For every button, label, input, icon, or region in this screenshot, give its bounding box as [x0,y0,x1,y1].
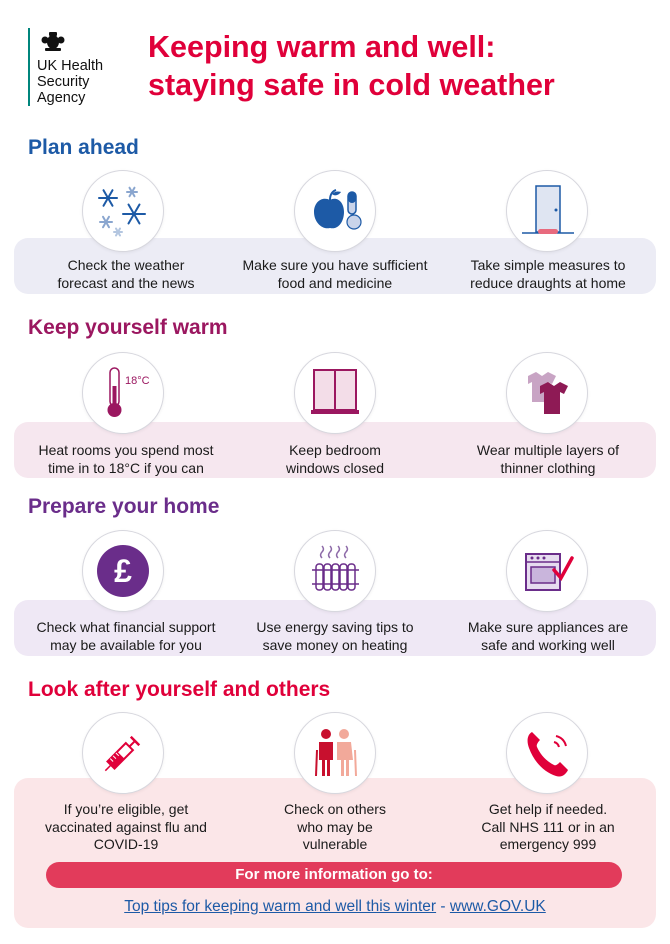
caption-layers [448,442,648,477]
caption-line: Take simple measures to [470,257,626,273]
caption-energy-saving [234,619,436,654]
org-line-2: Security [37,74,90,90]
caption-line: Call NHS 111 or in an [481,818,615,835]
top-tips-link[interactable]: Top tips for keeping warm and well this winter [124,898,437,915]
layered-clothing-icon [506,352,588,434]
thermometer-label: 18°C [125,375,150,387]
link-separator: - [436,898,450,915]
caption-line: vulnerable [302,836,368,852]
caption-line: Heat rooms you spend most [38,442,214,458]
section-title-plan-ahead: Plan ahead [28,136,139,159]
caption-line: COVID-19 [93,836,159,852]
caption-food-medicine [234,257,436,292]
org-line-1: UK Health [37,58,104,74]
caption-line: food and medicine [277,274,393,291]
footer-links [14,898,656,916]
caption-get-help [448,801,648,854]
oven-checked-icon [506,530,588,612]
caption-line: windows closed [285,459,385,476]
caption-line: Make sure appliances are [467,619,629,635]
caption-line: Keep bedroom [289,442,381,458]
teal-rule [28,28,30,106]
caption-line: Make sure you have sufficient [242,257,428,273]
phone-handset-icon [506,712,588,794]
caption-line: Check the weather [67,257,185,273]
caption-line: may be available for you [50,636,202,653]
caption-line: Use energy saving tips to [256,619,414,635]
org-line-3: Agency [37,90,86,106]
svg-text:£: £ [114,553,132,589]
organisation-name [37,58,137,106]
caption-line: forecast and the news [57,274,195,291]
caption-line: Check what financial support [36,619,216,635]
caption-check-weather [26,257,226,292]
section-title-look-after: Look after yourself and others [28,678,331,701]
caption-line: Wear multiple layers of [476,442,620,458]
caption-check-others [234,801,436,854]
caption-line: If you’re eligible, get [63,801,189,817]
caption-reduce-draughts [448,257,648,292]
caption-line: safe and working well [481,636,615,653]
title-line-2: staying safe in cold weather [148,68,555,102]
caption-line: emergency 999 [499,836,597,852]
gov-uk-link[interactable]: www.GOV.UK [449,898,546,915]
pound-coin-icon [82,530,164,612]
door-draught-excluder-icon [506,170,588,252]
caption-vaccinated [26,801,226,854]
section-title-keep-warm: Keep yourself warm [28,316,228,339]
caption-line: time in to 18°C if you can [48,459,204,476]
thermometer-icon [82,352,164,434]
page-title [148,28,648,104]
caption-heat-rooms [26,442,226,477]
royal-crest-icon [40,30,66,52]
elderly-people-icon [294,712,376,794]
caption-line: Check on others [284,801,386,817]
caption-line: save money on heating [262,636,408,653]
caption-line: thinner clothing [500,459,596,476]
closed-window-icon [294,352,376,434]
more-info-banner: For more information go to: [46,862,622,888]
snowflakes-icon [82,170,164,252]
section-title-prepare-home: Prepare your home [28,495,220,518]
caption-appliances [448,619,648,654]
syringe-icon [82,712,164,794]
caption-line: Get help if needed. [488,801,608,817]
caption-line: vaccinated against flu and [45,818,207,835]
title-line-1: Keeping warm and well: [148,30,496,64]
caption-financial-support [26,619,226,654]
caption-line: who may be [297,818,373,835]
caption-windows-closed [234,442,436,477]
caption-line: reduce draughts at home [470,274,626,291]
apple-and-pills-icon [294,170,376,252]
radiator-icon [294,530,376,612]
